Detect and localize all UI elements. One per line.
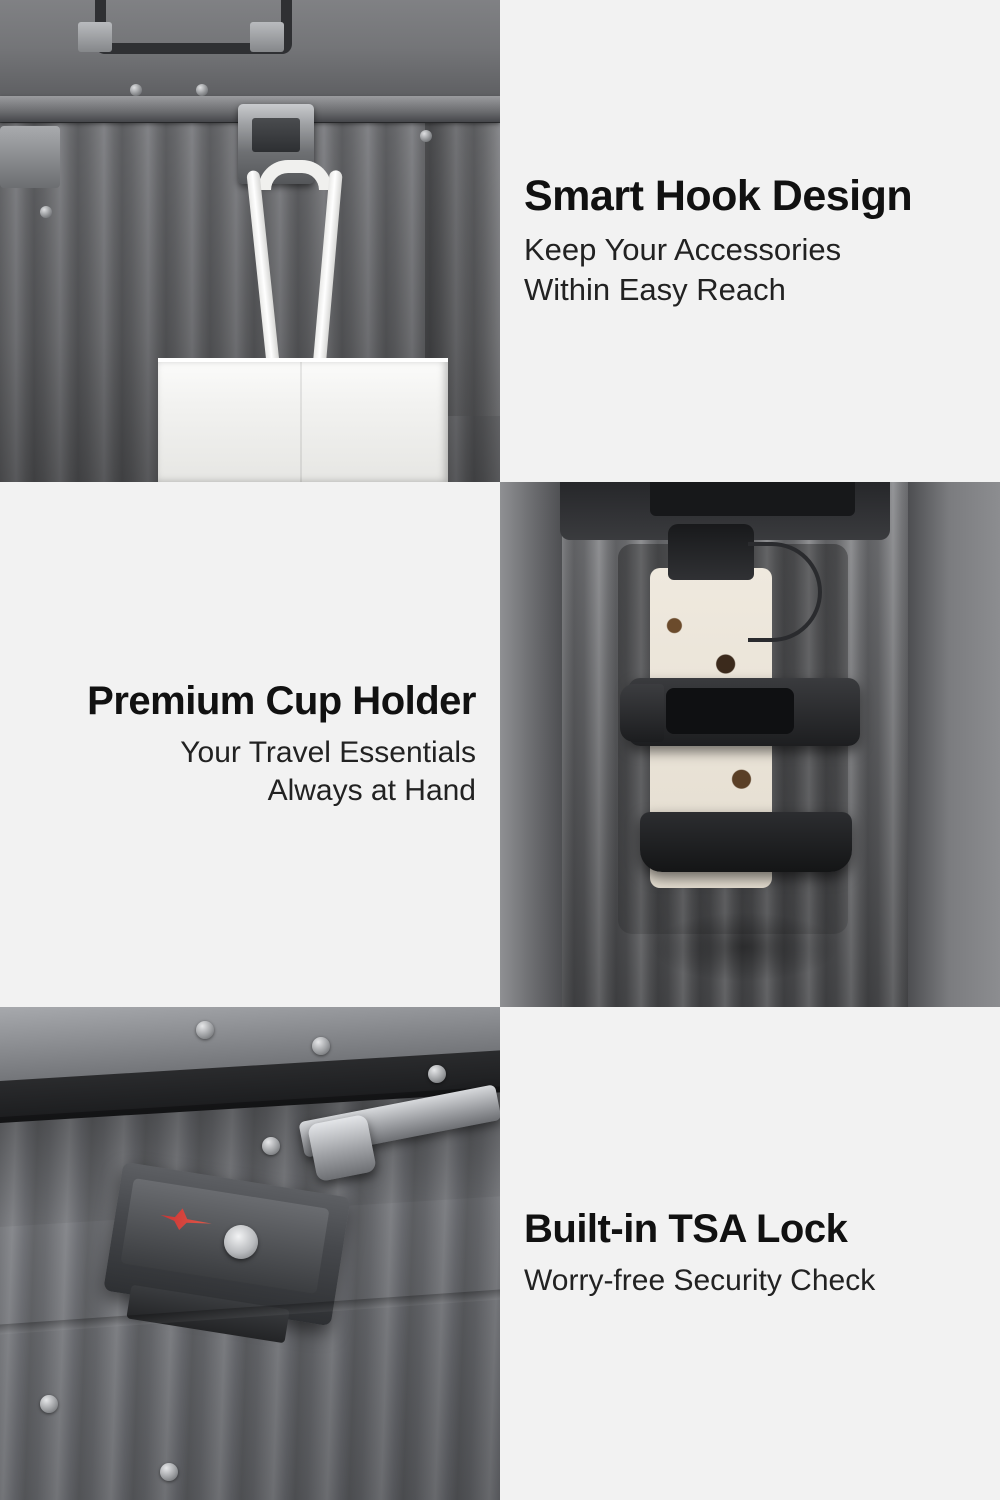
cup-holder-caption [0, 482, 500, 1007]
metal-latch-knob [307, 1114, 377, 1182]
panel-shadow [650, 912, 840, 982]
rivet [40, 1395, 58, 1413]
feature-row-cup-holder [0, 482, 1000, 1007]
cup-holder-arm [620, 684, 664, 742]
smart-hook-subline-1: Keep Your Accessories [524, 232, 842, 268]
tsa-lock-photo [0, 1007, 500, 1500]
smart-hook-subline-2: Within Easy Reach [524, 272, 786, 308]
suitcase-top-recess-inner [650, 482, 855, 516]
handle-base-left [78, 22, 112, 52]
tsa-lock-headline: Built-in TSA Lock [524, 1206, 848, 1251]
rivet [428, 1065, 446, 1083]
rivet [420, 130, 432, 142]
umbrella-cap [668, 524, 754, 580]
paper-bag-fold [300, 362, 302, 482]
feature-row-smart-hook [0, 0, 1000, 482]
rivet [40, 206, 52, 218]
tsa-lock-subline-1: Worry-free Security Check [524, 1263, 876, 1297]
rivet [262, 1137, 280, 1155]
rivet [196, 84, 208, 96]
tsa-lock-caption [500, 1007, 1000, 1500]
smart-hook-caption [500, 0, 1000, 482]
rivet [160, 1463, 178, 1481]
smart-hook-photo [0, 0, 500, 482]
rivet [130, 84, 142, 96]
cup-holder-subline-1: Your Travel Essentials [180, 735, 476, 769]
side-latch [0, 126, 60, 188]
rivet [312, 1037, 330, 1055]
paper-bag [158, 362, 448, 482]
suitcase-frame-left [500, 482, 562, 1007]
feature-row-tsa-lock [0, 1007, 1000, 1500]
suitcase-frame-right [908, 482, 1000, 1007]
cup-holder-opening [666, 688, 794, 734]
cup-holder-photo [500, 482, 1000, 1007]
smart-hook-headline: Smart Hook Design [524, 172, 913, 221]
rivet [196, 1021, 214, 1039]
cup-holder-headline: Premium Cup Holder [87, 678, 476, 723]
cup-holder-subline-2: Always at Hand [267, 773, 476, 807]
cup-holder-base [640, 812, 852, 872]
handle-base-right [250, 22, 284, 52]
